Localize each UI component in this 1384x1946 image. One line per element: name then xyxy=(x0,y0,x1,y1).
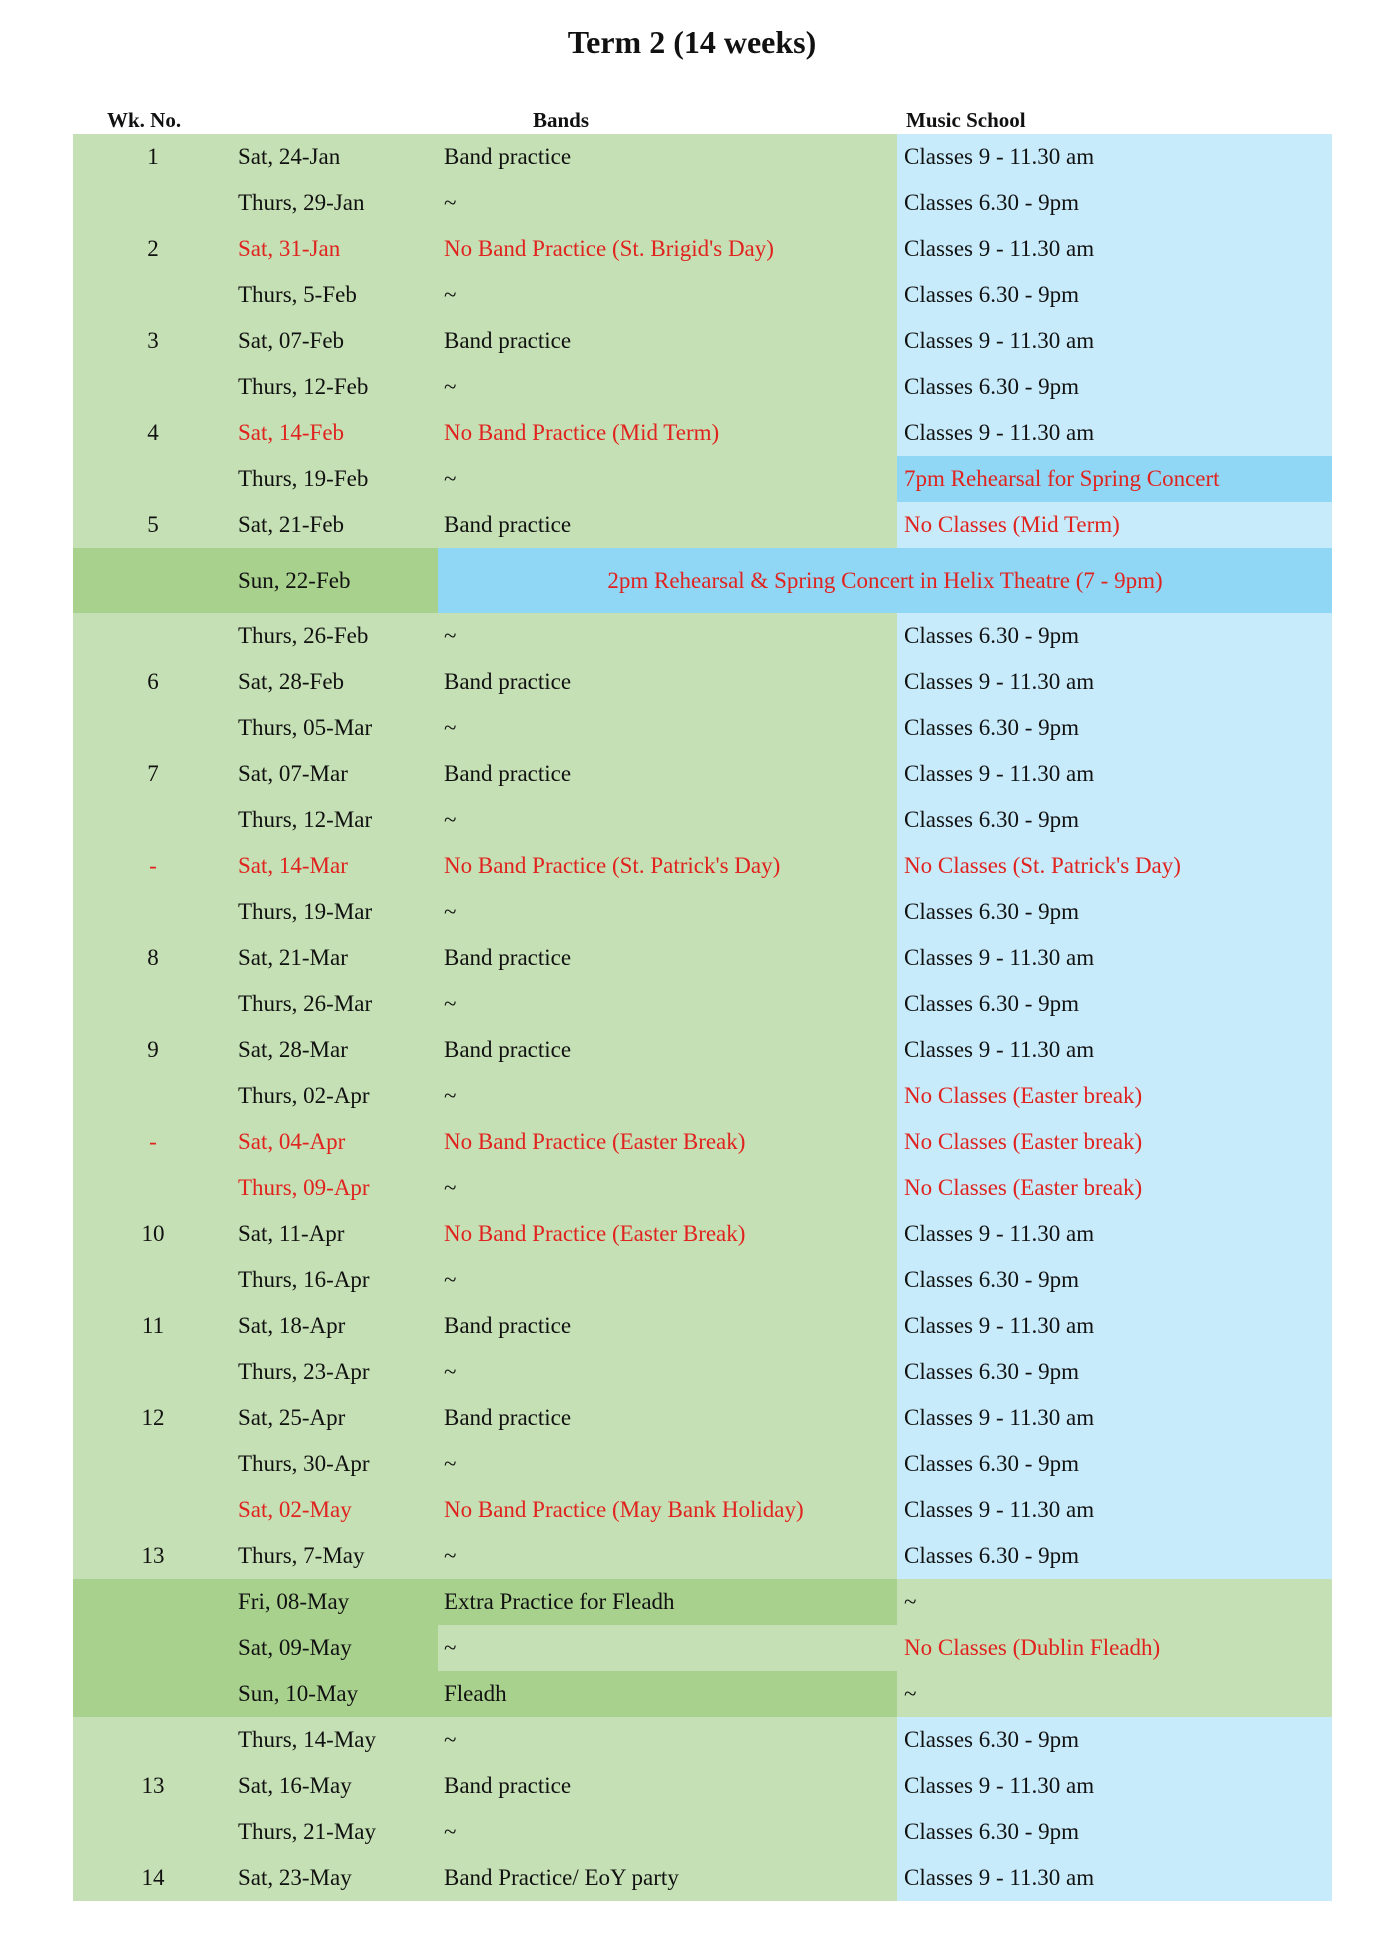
week-cell xyxy=(73,889,233,935)
music-cell: Classes 6.30 - 9pm xyxy=(897,1809,1332,1855)
week-cell: 4 xyxy=(73,410,233,456)
music-cell: ~ xyxy=(897,1579,1332,1625)
date-cell: Sat, 02-May xyxy=(233,1487,438,1533)
bands-cell: ~ xyxy=(438,1257,897,1303)
table-row xyxy=(73,1671,1332,1717)
bands-cell: ~ xyxy=(438,889,897,935)
music-cell: Classes 6.30 - 9pm xyxy=(897,1349,1332,1395)
week-cell xyxy=(73,1625,233,1671)
music-cell: Classes 6.30 - 9pm xyxy=(897,705,1332,751)
music-cell: Classes 6.30 - 9pm xyxy=(897,1533,1332,1579)
week-cell xyxy=(73,705,233,751)
music-cell: Classes 6.30 - 9pm xyxy=(897,1441,1332,1487)
date-cell: Sat, 24-Jan xyxy=(233,134,438,180)
week-cell xyxy=(73,272,233,318)
bands-cell: ~ xyxy=(438,1165,897,1211)
table-row xyxy=(73,226,1332,272)
music-cell: Classes 6.30 - 9pm xyxy=(897,797,1332,843)
music-cell: No Classes (St. Patrick's Day) xyxy=(897,843,1332,889)
music-cell: Classes 9 - 11.30 am xyxy=(897,226,1332,272)
date-cell: Thurs, 26-Mar xyxy=(233,981,438,1027)
date-cell: Sat, 14-Mar xyxy=(233,843,438,889)
table-row xyxy=(73,843,1332,889)
date-cell: Thurs, 16-Apr xyxy=(233,1257,438,1303)
table-row xyxy=(73,889,1332,935)
table-row xyxy=(73,1073,1332,1119)
date-cell: Sat, 18-Apr xyxy=(233,1303,438,1349)
date-cell: Sat, 28-Feb xyxy=(233,659,438,705)
date-cell: Sat, 11-Apr xyxy=(233,1211,438,1257)
week-cell xyxy=(73,456,233,502)
bands-cell: No Band Practice (St. Patrick's Day) xyxy=(438,843,897,889)
music-cell: Classes 9 - 11.30 am xyxy=(897,1303,1332,1349)
bands-cell: No Band Practice (May Bank Holiday) xyxy=(438,1487,897,1533)
date-cell: Sat, 07-Feb xyxy=(233,318,438,364)
header-bands: Bands xyxy=(533,108,590,132)
bands-cell: No Band Practice (Easter Break) xyxy=(438,1211,897,1257)
date-cell: Thurs, 26-Feb xyxy=(233,613,438,659)
concert-cell: 2pm Rehearsal & Spring Concert in Helix Theatre (7 - 9pm) xyxy=(438,548,1332,613)
week-cell xyxy=(73,797,233,843)
table-row xyxy=(73,659,1332,705)
week-cell: 13 xyxy=(73,1763,233,1809)
table-row xyxy=(73,1303,1332,1349)
music-cell: Classes 6.30 - 9pm xyxy=(897,1717,1332,1763)
week-cell xyxy=(73,1073,233,1119)
week-cell: - xyxy=(73,1119,233,1165)
bands-cell: Fleadh xyxy=(438,1671,897,1717)
date-cell: Thurs, 12-Feb xyxy=(233,364,438,410)
bands-cell: ~ xyxy=(438,1533,897,1579)
bands-cell: ~ xyxy=(438,1349,897,1395)
music-cell: Classes 6.30 - 9pm xyxy=(897,272,1332,318)
music-cell: Classes 6.30 - 9pm xyxy=(897,981,1332,1027)
bands-cell: Band practice xyxy=(438,502,897,548)
table-row xyxy=(73,410,1332,456)
date-cell: Thurs, 30-Apr xyxy=(233,1441,438,1487)
music-cell: Classes 6.30 - 9pm xyxy=(897,1257,1332,1303)
bands-cell: ~ xyxy=(438,1073,897,1119)
table-row xyxy=(73,134,1332,180)
date-cell: Thurs, 19-Mar xyxy=(233,889,438,935)
music-cell: Classes 6.30 - 9pm xyxy=(897,613,1332,659)
table-row xyxy=(73,935,1332,981)
week-cell: 9 xyxy=(73,1027,233,1073)
music-cell: Classes 9 - 11.30 am xyxy=(897,1487,1332,1533)
bands-cell: ~ xyxy=(438,364,897,410)
week-cell xyxy=(73,180,233,226)
week-cell xyxy=(73,1579,233,1625)
table-row xyxy=(73,456,1332,502)
bands-cell: No Band Practice (Easter Break) xyxy=(438,1119,897,1165)
table-row xyxy=(73,751,1332,797)
week-cell: 14 xyxy=(73,1855,233,1901)
date-cell: Thurs, 09-Apr xyxy=(233,1165,438,1211)
music-cell: Classes 9 - 11.30 am xyxy=(897,659,1332,705)
date-cell: Sat, 21-Feb xyxy=(233,502,438,548)
bands-cell: Band practice xyxy=(438,318,897,364)
date-cell: Thurs, 29-Jan xyxy=(233,180,438,226)
bands-cell: ~ xyxy=(438,1441,897,1487)
table-row xyxy=(73,364,1332,410)
week-cell: 11 xyxy=(73,1303,233,1349)
music-cell: Classes 9 - 11.30 am xyxy=(897,1855,1332,1901)
date-cell: Sun, 22-Feb xyxy=(233,548,438,613)
week-cell xyxy=(73,1441,233,1487)
table-row xyxy=(73,1625,1332,1671)
week-cell xyxy=(73,1257,233,1303)
bands-cell: No Band Practice (Mid Term) xyxy=(438,410,897,456)
music-cell: No Classes (Easter break) xyxy=(897,1119,1332,1165)
bands-cell: Band practice xyxy=(438,1027,897,1073)
bands-cell: Band practice xyxy=(438,659,897,705)
bands-cell: Band Practice/ EoY party xyxy=(438,1855,897,1901)
bands-cell: ~ xyxy=(438,180,897,226)
table-row xyxy=(73,180,1332,226)
table-row xyxy=(73,1809,1332,1855)
date-cell: Sat, 09-May xyxy=(233,1625,438,1671)
table-row xyxy=(73,1165,1332,1211)
bands-cell: No Band Practice (St. Brigid's Day) xyxy=(438,226,897,272)
week-cell: 8 xyxy=(73,935,233,981)
header-music-school: Music School xyxy=(906,108,1026,132)
bands-cell: Band practice xyxy=(438,134,897,180)
header-week-number: Wk. No. xyxy=(107,108,182,132)
week-cell: 13 xyxy=(73,1533,233,1579)
date-cell: Thurs, 05-Mar xyxy=(233,705,438,751)
date-cell: Sat, 28-Mar xyxy=(233,1027,438,1073)
date-cell: Sat, 14-Feb xyxy=(233,410,438,456)
week-cell xyxy=(73,981,233,1027)
music-cell: Classes 6.30 - 9pm xyxy=(897,180,1332,226)
table-row xyxy=(73,1855,1332,1901)
bands-cell: Band practice xyxy=(438,1395,897,1441)
music-cell: No Classes (Dublin Fleadh) xyxy=(897,1625,1332,1671)
music-cell: 7pm Rehearsal for Spring Concert xyxy=(897,456,1332,502)
bands-cell: Band practice xyxy=(438,935,897,981)
music-cell: Classes 9 - 11.30 am xyxy=(897,1027,1332,1073)
table-row xyxy=(73,1717,1332,1763)
week-cell xyxy=(73,1487,233,1533)
music-cell: Classes 9 - 11.30 am xyxy=(897,1211,1332,1257)
table-row xyxy=(73,502,1332,548)
bands-cell: ~ xyxy=(438,797,897,843)
table-row xyxy=(73,613,1332,659)
table-row xyxy=(73,1119,1332,1165)
week-cell xyxy=(73,1809,233,1855)
music-cell: No Classes (Easter break) xyxy=(897,1165,1332,1211)
table-row xyxy=(73,318,1332,364)
music-cell: Classes 9 - 11.30 am xyxy=(897,318,1332,364)
music-cell: Classes 9 - 11.30 am xyxy=(897,1395,1332,1441)
week-cell xyxy=(73,548,233,613)
week-cell xyxy=(73,1349,233,1395)
schedule-table xyxy=(73,134,1332,1901)
week-cell: 2 xyxy=(73,226,233,272)
bands-cell: ~ xyxy=(438,456,897,502)
week-cell: 6 xyxy=(73,659,233,705)
bands-cell: Band practice xyxy=(438,751,897,797)
week-cell xyxy=(73,1717,233,1763)
date-cell: Thurs, 14-May xyxy=(233,1717,438,1763)
week-cell: 12 xyxy=(73,1395,233,1441)
week-cell xyxy=(73,1165,233,1211)
date-cell: Thurs, 02-Apr xyxy=(233,1073,438,1119)
date-cell: Sat, 23-May xyxy=(233,1855,438,1901)
page-title: Term 2 (14 weeks) xyxy=(567,24,817,60)
bands-cell: ~ xyxy=(438,1809,897,1855)
music-cell: Classes 6.30 - 9pm xyxy=(897,889,1332,935)
table-row xyxy=(73,797,1332,843)
table-row xyxy=(73,705,1332,751)
table-row xyxy=(73,1487,1332,1533)
bands-cell: ~ xyxy=(438,613,897,659)
table-row xyxy=(73,1211,1332,1257)
date-cell: Thurs, 23-Apr xyxy=(233,1349,438,1395)
table-row xyxy=(73,1349,1332,1395)
date-cell: Thurs, 19-Feb xyxy=(233,456,438,502)
music-cell: No Classes (Mid Term) xyxy=(897,502,1332,548)
bands-cell: Band practice xyxy=(438,1303,897,1349)
bands-cell: ~ xyxy=(438,1625,897,1671)
week-cell xyxy=(73,1671,233,1717)
table-row xyxy=(73,1027,1332,1073)
week-cell: 10 xyxy=(73,1211,233,1257)
bands-cell: ~ xyxy=(438,981,897,1027)
date-cell: Thurs, 12-Mar xyxy=(233,797,438,843)
date-cell: Sat, 07-Mar xyxy=(233,751,438,797)
week-cell xyxy=(73,364,233,410)
music-cell: Classes 9 - 11.30 am xyxy=(897,410,1332,456)
music-cell: Classes 9 - 11.30 am xyxy=(897,751,1332,797)
bands-cell: ~ xyxy=(438,705,897,751)
table-row xyxy=(73,1763,1332,1809)
table-row xyxy=(73,1579,1332,1625)
week-cell: 3 xyxy=(73,318,233,364)
bands-cell: Extra Practice for Fleadh xyxy=(438,1579,897,1625)
table-row xyxy=(73,272,1332,318)
date-cell: Sat, 16-May xyxy=(233,1763,438,1809)
week-cell: 1 xyxy=(73,134,233,180)
music-cell: Classes 6.30 - 9pm xyxy=(897,364,1332,410)
date-cell: Thurs, 7-May xyxy=(233,1533,438,1579)
date-cell: Thurs, 5-Feb xyxy=(233,272,438,318)
table-row xyxy=(73,981,1332,1027)
date-cell: Sat, 21-Mar xyxy=(233,935,438,981)
date-cell: Sun, 10-May xyxy=(233,1671,438,1717)
date-cell: Sat, 04-Apr xyxy=(233,1119,438,1165)
table-row xyxy=(73,548,1332,613)
music-cell: No Classes (Easter break) xyxy=(897,1073,1332,1119)
date-cell: Sat, 31-Jan xyxy=(233,226,438,272)
table-row xyxy=(73,1533,1332,1579)
table-row xyxy=(73,1395,1332,1441)
bands-cell: Band practice xyxy=(438,1763,897,1809)
date-cell: Sat, 25-Apr xyxy=(233,1395,438,1441)
week-cell: 7 xyxy=(73,751,233,797)
week-cell: - xyxy=(73,843,233,889)
music-cell: Classes 9 - 11.30 am xyxy=(897,935,1332,981)
music-cell: Classes 9 - 11.30 am xyxy=(897,134,1332,180)
week-cell: 5 xyxy=(73,502,233,548)
bands-cell: ~ xyxy=(438,272,897,318)
music-cell: ~ xyxy=(897,1671,1332,1717)
music-cell: Classes 9 - 11.30 am xyxy=(897,1763,1332,1809)
date-cell: Fri, 08-May xyxy=(233,1579,438,1625)
table-row xyxy=(73,1257,1332,1303)
bands-cell: ~ xyxy=(438,1717,897,1763)
date-cell: Thurs, 21-May xyxy=(233,1809,438,1855)
table-row xyxy=(73,1441,1332,1487)
week-cell xyxy=(73,613,233,659)
